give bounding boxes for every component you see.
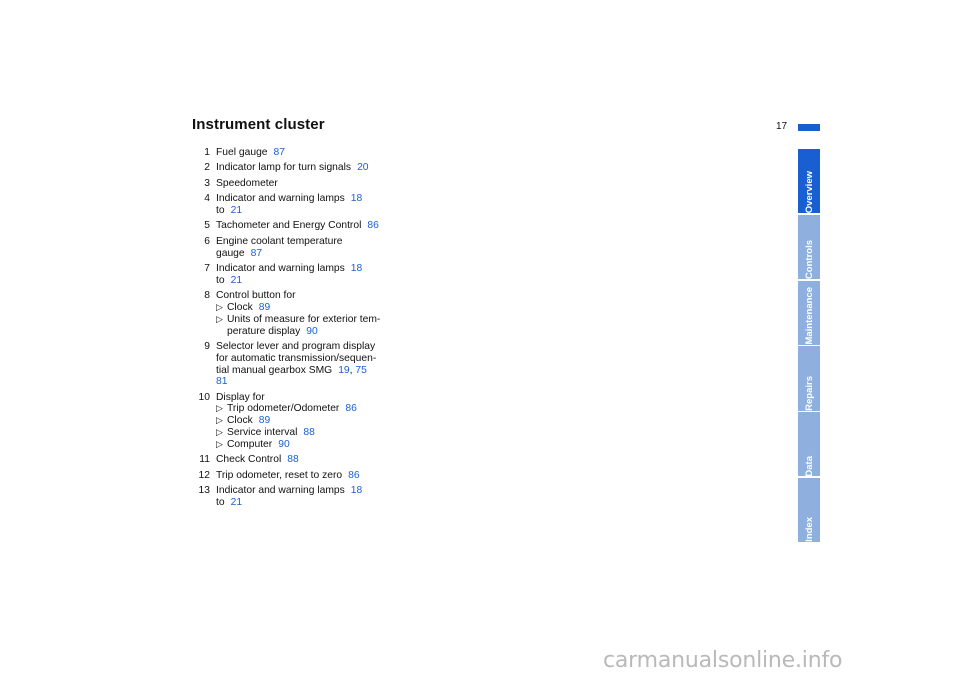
item-text: Clock [227,415,253,427]
item-text: Clock [227,301,253,313]
list-item [192,193,402,217]
item-line [227,439,402,451]
item-line [216,470,402,482]
tab-label: Repairs [803,375,815,411]
item-line [216,193,402,205]
item-number: 4 [204,193,210,205]
item-body [216,290,402,337]
item-line [216,376,402,388]
item-number: 8 [204,290,210,302]
list-item [192,470,402,482]
triangle-bullet-icon: ▷ [216,313,223,324]
triangle-bullet-icon: ▷ [216,403,223,414]
item-text: Computer [227,438,273,450]
page-ref-link[interactable]: 86 [367,220,379,232]
item-line [216,497,402,509]
item-number: 3 [204,177,210,189]
sub-item [216,314,402,338]
item-body [216,193,402,217]
item-text: Trip odometer, reset to zero [216,469,343,481]
item-number: 13 [198,485,210,497]
item-line [216,205,402,217]
page-ref-link[interactable]: 19 [338,364,350,376]
page-ref-link[interactable]: 86 [348,469,360,481]
item-body [216,454,402,466]
item-line [216,454,402,466]
list-item [192,178,402,190]
watermark: carmanualsonline.info [603,648,843,673]
sub-item-body [227,427,402,439]
page-ref-link[interactable]: 90 [306,325,318,337]
sub-item-body [227,314,402,338]
item-text: tial manual gearbox SMG [216,364,333,376]
tab-overview[interactable] [798,149,820,213]
list-item [192,220,402,232]
item-text: to [216,496,225,508]
list-item [192,147,402,159]
page-ref-link[interactable]: 81 [216,376,228,388]
item-text: Engine coolant temperature [216,235,343,247]
item-number: 2 [204,162,210,174]
page-ref-link[interactable]: 75 [355,364,367,376]
page-ref-link[interactable]: 21 [230,274,243,286]
list-item [192,392,402,451]
section-tabs [798,149,820,544]
list-item [192,454,402,466]
sub-item-body [227,439,402,451]
triangle-bullet-icon: ▷ [216,415,223,426]
sub-item [216,302,402,314]
item-line [216,162,402,174]
page-title: Instrument cluster [192,116,325,133]
item-text: Display for [216,391,265,403]
item-line [216,365,402,377]
page-ref-link[interactable]: 21 [230,204,243,216]
triangle-bullet-icon: ▷ [216,438,223,449]
item-body [216,470,402,482]
item-line [216,178,402,190]
tab-repairs[interactable] [798,346,820,410]
page-number: 17 [776,121,788,132]
item-body [216,162,402,174]
item-text: Control button for [216,290,296,302]
page-ref-link[interactable]: 21 [230,496,243,508]
item-line [216,236,402,248]
page-ref-link[interactable]: 18 [350,485,363,497]
item-body [216,236,402,260]
tab-label: Controls [803,240,815,280]
item-text: Fuel gauge [216,147,268,158]
tab-label: Data [803,455,815,477]
item-body [216,263,402,287]
page-ref-link[interactable]: 87 [273,147,285,158]
sub-item-body [227,403,402,415]
item-text: Units of measure for exterior tem- [227,313,381,325]
page-ref-link[interactable]: 89 [258,301,271,313]
item-body [216,392,402,451]
item-text: Selector lever and program display [216,340,376,352]
item-text: for automatic transmission/sequen- [216,352,377,364]
triangle-bullet-icon: ▷ [216,427,223,438]
item-body [216,485,402,509]
item-number: 6 [204,235,210,247]
item-line [216,290,402,302]
item-text: Indicator and warning lamps [216,262,345,274]
page-ref-link[interactable]: 20 [357,162,369,174]
triangle-bullet-icon: ▷ [216,301,223,312]
sub-item [216,415,402,427]
item-line [216,392,402,404]
page-marker-bar [798,124,820,131]
tab-index[interactable] [798,478,820,542]
item-line [227,403,402,415]
page-ref-link[interactable]: 88 [287,454,299,466]
tab-label: Overview [803,171,815,214]
item-body [216,147,402,159]
item-text: perature display [227,325,301,337]
sub-item-body [227,302,402,314]
item-line [216,220,402,232]
page-ref-link[interactable]: 18 [350,193,363,205]
list-item [192,341,402,388]
sub-item [216,403,402,415]
item-text: Tachometer and Energy Control [216,220,362,232]
item-number: 5 [204,220,210,232]
page-ref-link[interactable]: 90 [278,438,290,450]
item-text: gauge [216,247,245,259]
tab-maintenance[interactable] [798,281,820,345]
list-item [192,485,402,509]
sub-item [216,427,402,439]
tab-controls[interactable] [798,215,820,279]
item-line [227,415,402,427]
item-number: 1 [204,147,210,158]
item-line [216,248,402,260]
tab-data[interactable] [798,412,820,476]
list-item [192,290,402,337]
list-item [192,162,402,174]
item-body [216,341,402,388]
item-text: Speedometer [216,177,278,189]
tab-label: Index [803,517,815,543]
item-line [227,314,402,326]
item-line [216,485,402,497]
item-text: Trip odometer/Odometer [227,403,340,415]
sub-item [216,439,402,451]
item-line [216,263,402,275]
item-text: Indicator and warning lamps [216,485,345,497]
item-line [216,341,402,353]
item-text: Indicator lamp for turn signals [216,162,352,174]
tab-label: Maintenance [803,287,815,345]
item-line [227,326,402,338]
item-text: Check Control [216,454,282,466]
item-text: to [216,204,225,216]
item-number: 7 [204,262,210,274]
item-line [227,427,402,439]
page-ref-link[interactable]: 18 [350,262,363,274]
item-line [216,353,402,365]
item-line [216,147,402,159]
ref-separator: , [349,364,356,376]
item-number: 10 [198,391,210,403]
item-body [216,220,402,232]
sub-item-body [227,415,402,427]
item-body [216,178,402,190]
page-ref-link[interactable]: 87 [250,247,263,259]
item-line [227,302,402,314]
page-ref-link[interactable]: 89 [258,415,271,427]
legend-list [192,147,402,512]
page-ref-link[interactable]: 86 [345,403,357,415]
item-number: 11 [199,454,210,466]
item-text: to [216,274,225,286]
item-text: Indicator and warning lamps [216,193,345,205]
list-item [192,236,402,260]
item-line [216,275,402,287]
item-number: 12 [198,469,210,481]
page-ref-link[interactable]: 88 [303,427,315,439]
item-text: Service interval [227,427,298,439]
item-number: 9 [204,340,210,352]
list-item [192,263,402,287]
